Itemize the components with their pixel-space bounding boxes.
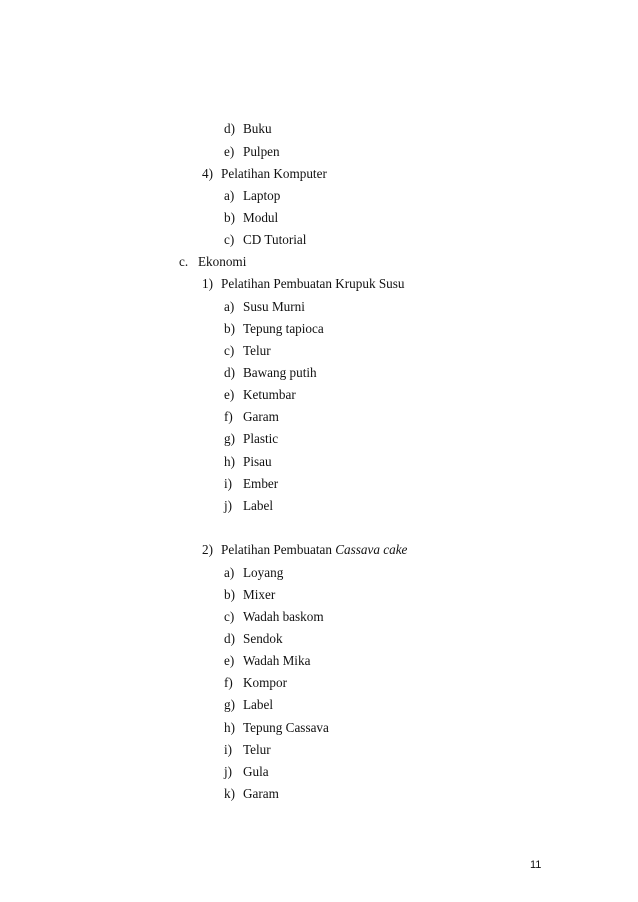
list-marker: c) [224, 343, 235, 358]
list-marker: f) [224, 409, 233, 424]
list-text: Ekonomi [198, 254, 247, 269]
list-text: Laptop [243, 188, 281, 203]
list-text: CD Tutorial [243, 232, 307, 247]
list-marker: h) [224, 720, 235, 735]
list-text: Buku [243, 121, 272, 136]
list-text: Pulpen [243, 144, 280, 159]
list-marker: e) [224, 387, 235, 402]
list-marker: e) [224, 144, 235, 159]
list-text: Susu Murni [243, 299, 305, 314]
list-text: Mixer [243, 587, 276, 602]
list-marker: a) [224, 188, 235, 203]
list-marker: a) [224, 565, 235, 580]
list-text: Garam [243, 786, 279, 801]
list-marker: 1) [202, 276, 213, 291]
list-marker: d) [224, 365, 235, 380]
list-marker: b) [224, 321, 235, 336]
list-text: Tepung Cassava [243, 720, 329, 735]
list-text: Garam [243, 409, 279, 424]
list-text: Pisau [243, 454, 272, 469]
list-text: Tepung tapioca [243, 321, 324, 336]
list-text: Telur [243, 343, 271, 358]
list-marker: d) [224, 631, 235, 646]
list-marker: c. [179, 254, 189, 269]
list-marker: j) [224, 764, 233, 779]
list-text: Kompor [243, 675, 287, 690]
list-marker: k) [224, 786, 235, 801]
list-text: Pelatihan Komputer [221, 166, 327, 181]
list-text: Modul [243, 210, 279, 225]
list-marker: f) [224, 675, 233, 690]
list-text: Bawang putih [243, 365, 317, 380]
list-text: Label [243, 498, 274, 513]
list-marker: h) [224, 454, 235, 469]
list-marker: c) [224, 609, 235, 624]
list-marker: a) [224, 299, 235, 314]
list-marker: 2) [202, 542, 213, 557]
list-text [221, 539, 407, 561]
list-marker: g) [224, 431, 235, 446]
list-text: Label [243, 697, 274, 712]
list-text: Wadah baskom [243, 609, 324, 624]
list-marker: b) [224, 210, 235, 225]
list-text: Telur [243, 742, 271, 757]
list-marker: i) [224, 742, 233, 757]
list-text: Loyang [243, 565, 284, 580]
list-text: Pelatihan Pembuatan Krupuk Susu [221, 276, 405, 291]
list-marker: e) [224, 653, 235, 668]
list-text: Sendok [243, 631, 283, 646]
list-text-italic: Cassava cake [335, 542, 408, 557]
list-marker: d) [224, 121, 235, 136]
list-marker: b) [224, 587, 235, 602]
list-text: Wadah Mika [243, 653, 311, 668]
list-marker: 4) [202, 166, 213, 181]
list-text: Plastic [243, 431, 279, 446]
list-text: Gula [243, 764, 269, 779]
list-text: Ketumbar [243, 387, 296, 402]
list-marker: c) [224, 232, 235, 247]
list-text: Ember [243, 476, 279, 491]
page-number: 11 [530, 859, 542, 871]
list-marker: g) [224, 697, 235, 712]
list-marker: j) [224, 498, 233, 513]
list-text-regular: Pelatihan Pembuatan [221, 542, 336, 557]
list-marker: i) [224, 476, 233, 491]
